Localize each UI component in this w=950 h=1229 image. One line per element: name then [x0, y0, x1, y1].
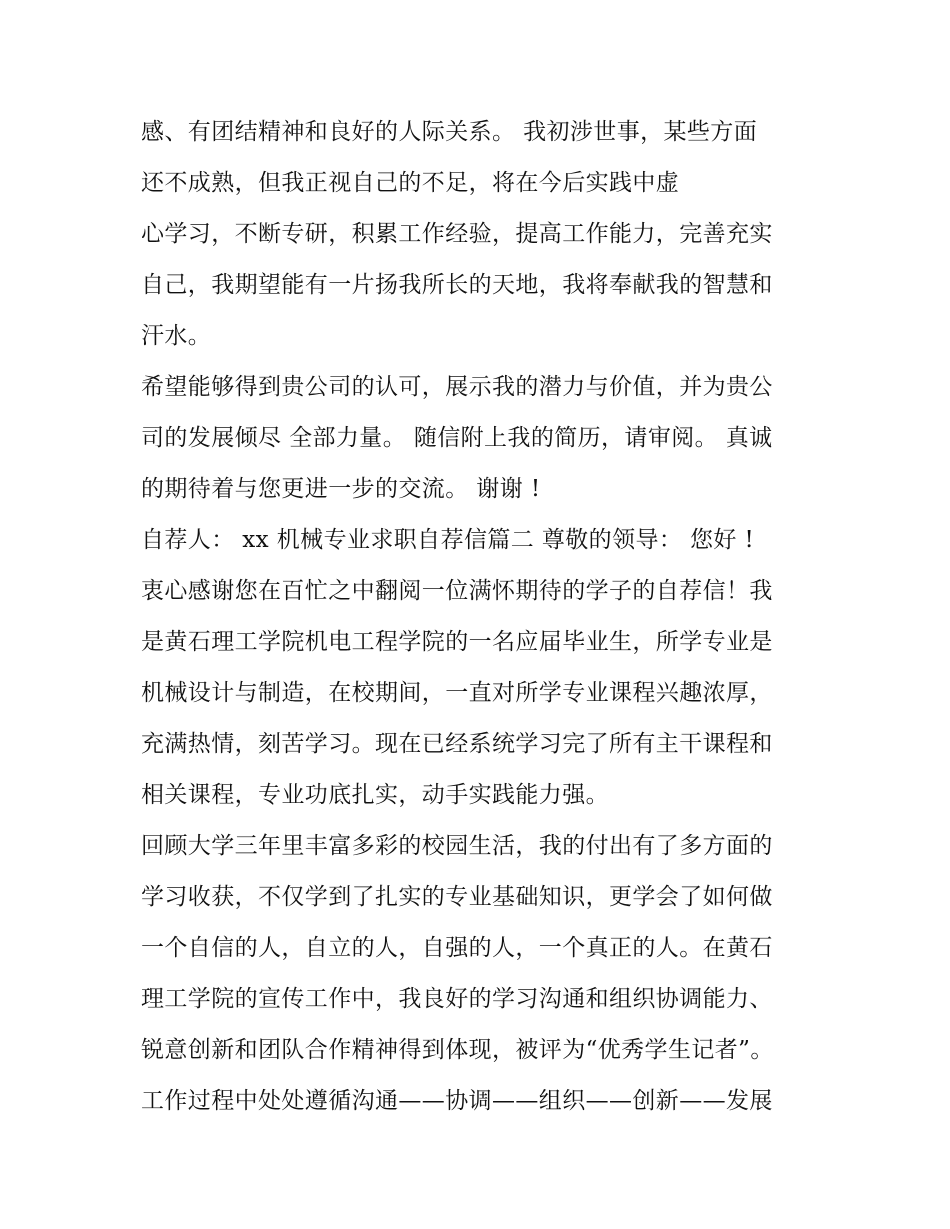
- text-line: 机械设计与制造，在校期间，一直对所学专业课程兴趣浓厚，: [141, 680, 773, 706]
- text-line: 回顾大学三年里丰富多彩的校园生活，我的付出有了多方面的: [141, 833, 773, 859]
- text-line: 锐意创新和团队合作精神得到体现，被评为“优秀学生记者”。: [141, 1037, 774, 1063]
- text-line: 充满热情，刻苦学习。现在已经系统学习完了所有主干课程和: [141, 731, 773, 757]
- text-line: 自荐人： xx 机械专业求职自荐信篇二 尊敬的领导： 您好 !: [141, 527, 755, 553]
- text-line: 相关课程，专业功底扎实，动手实践能力强。: [141, 782, 609, 808]
- text-line: 感、有团结精神和良好的人际关系。 我初涉世事，某些方面: [141, 119, 758, 145]
- text-line: 理工学院的宣传工作中，我良好的学习沟通和组织协调能力、: [141, 986, 773, 1012]
- text-line: 自己，我期望能有一片扬我所长的天地，我将奉献我的智慧和: [141, 272, 773, 298]
- text-line: 心学习，不断专研，积累工作经验，提高工作能力，完善充实: [141, 221, 773, 247]
- text-line: 希望能够得到贵公司的认可，展示我的潜力与价值，并为贵公: [141, 374, 773, 400]
- text-line: 工作过程中处处遵循沟通——协调——组织——创新——发展: [141, 1088, 773, 1114]
- text-line: 衷心感谢您在百忙之中翻阅一位满怀期待的学子的自荐信！我: [141, 578, 773, 604]
- text-line: 学习收获，不仅学到了扎实的专业基础知识，更学会了如何做: [141, 884, 773, 910]
- text-line: 还不成熟，但我正视自己的不足，将在今后实践中虚: [141, 170, 680, 196]
- text-line: 汗水。: [141, 323, 212, 349]
- text-line: 一个自信的人，自立的人，自强的人，一个真正的人。在黄石: [141, 935, 773, 961]
- letter-body: [141, 107, 821, 1127]
- text-line: 司的发展倾尽 全部力量。 随信附上我的简历，请审阅。 真诚: [141, 425, 773, 451]
- text-line: 是黄石理工学院机电工程学院的一名应届毕业生，所学专业是: [141, 629, 773, 655]
- text-line: 的期待着与您更进一步的交流。 谢谢 !: [141, 476, 541, 502]
